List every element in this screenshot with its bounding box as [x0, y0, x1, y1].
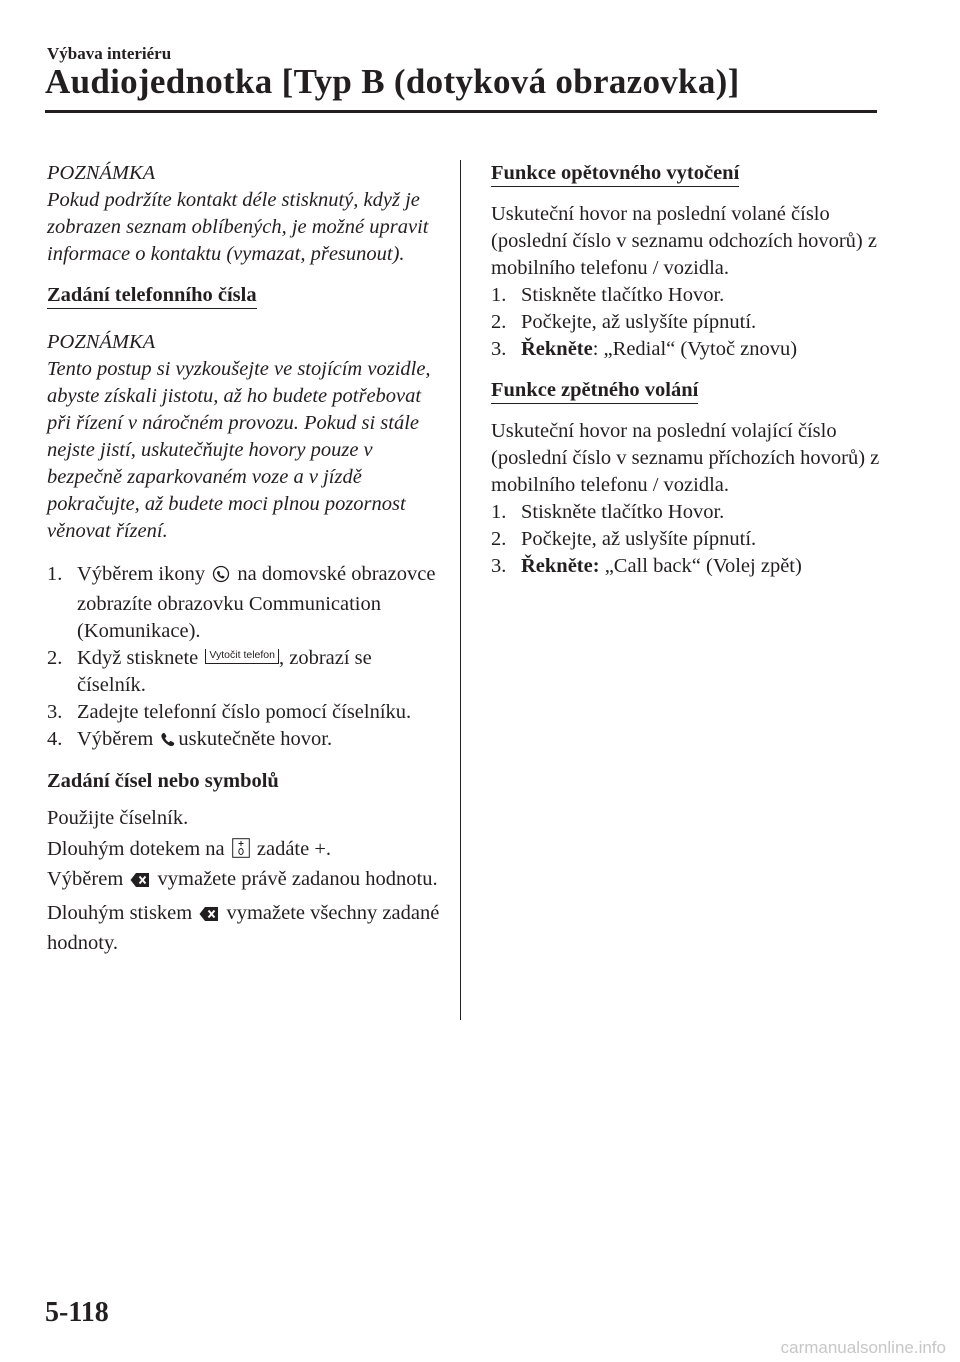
- watermark: carmanualsonline.info: [780, 1338, 946, 1357]
- note-heading: POZNÁMKA: [47, 331, 156, 353]
- delete-icon: [199, 903, 219, 930]
- dial-phone-button[interactable]: Vytočit telefon: [205, 649, 279, 664]
- redial-description: Uskuteční hovor na poslední volané číslo (poslední číslo v seznamu odchozích hovorů) z mobilního telefonu / vozidla.: [491, 203, 877, 279]
- steps-list: [47, 561, 442, 756]
- section-label: Výbava interiéru: [47, 44, 172, 63]
- list-item: 4. Výběrem uskutečněte hovor.: [47, 726, 442, 756]
- list-item: 2. Počkejte, až uslyšíte pípnutí.: [491, 311, 757, 333]
- page-number: 5-118: [45, 1297, 109, 1328]
- column-divider: [460, 160, 461, 1020]
- list-item: 3. Zadejte telefonní číslo pomocí číselníku.: [47, 701, 412, 723]
- list-item: 1. Výběrem ikony na domovské obrazovce zobrazíte obrazovku Communication (Komunikace).: [47, 563, 436, 642]
- callback-steps: [491, 499, 891, 580]
- title-rule: [45, 110, 877, 113]
- section-heading-redial: Funkce opětovného vytočení: [491, 161, 739, 187]
- callback-description: Uskuteční hovor na poslední volající číslo (poslední číslo v seznamu příchozích hovorů) z mobilního telefonu / vozidla.: [491, 420, 880, 496]
- section-heading-symbols: Zadání čísel nebo symbolů: [47, 770, 279, 792]
- communication-icon: [212, 564, 230, 591]
- list-item: 3. Řekněte: „Redial“ (Vytoč znovu): [491, 338, 798, 360]
- phone-icon: [160, 729, 176, 756]
- note-text: Tento postup si vyzkoušejte ve stojícím vozidle, abyste získali jistotu, až ho budete potřebovat při řízení v náročném provozu. Pokud si stále nejste jistí, uskutečňujte hovory pouze v bezpečně zaparkovaném voze a v jízdě pokračujte, až budete moci plnou pozornost věnovat řízení.: [47, 358, 431, 542]
- note-heading: POZNÁMKA: [47, 162, 156, 184]
- list-item: 2. Když stisknete Vytočit telefon , zobrazí se číselník.: [47, 647, 372, 696]
- list-item: 2. Počkejte, až uslyšíte pípnutí.: [491, 528, 757, 550]
- left-column: [47, 160, 442, 957]
- page-title: Audiojednotka [Typ B (dotyková obrazovka)]: [45, 62, 740, 101]
- delete-icon: [130, 869, 150, 896]
- redial-steps: [491, 282, 891, 363]
- section-heading-callback: Funkce zpětného volání: [491, 378, 698, 404]
- symbols-paragraphs: Použijte číselník. Dlouhým dotekem na zadáte +. Výběrem vymažete právě zadanou hodnotu. Dlouhým stiskem vymažete všechny zadané hodnoty.: [47, 807, 440, 954]
- plus-zero-key-icon: [232, 838, 250, 866]
- note-text: Pokud podržíte kontakt déle stisknutý, když je zobrazen seznam oblíbených, je možné upravit informace o kontaktu (vymazat, přesunout).: [47, 189, 429, 265]
- list-item: 1. Stiskněte tlačítko Hovor.: [491, 501, 725, 523]
- note-block-1: [47, 160, 442, 268]
- list-item: 1. Stiskněte tlačítko Hovor.: [491, 284, 725, 306]
- section-heading-phone-number: Zadání telefonního čísla: [47, 283, 257, 309]
- note-block-2: [47, 329, 442, 545]
- list-item: 3. Řekněte: „Call back“ (Volej zpět): [491, 555, 802, 577]
- right-column: [491, 160, 891, 580]
